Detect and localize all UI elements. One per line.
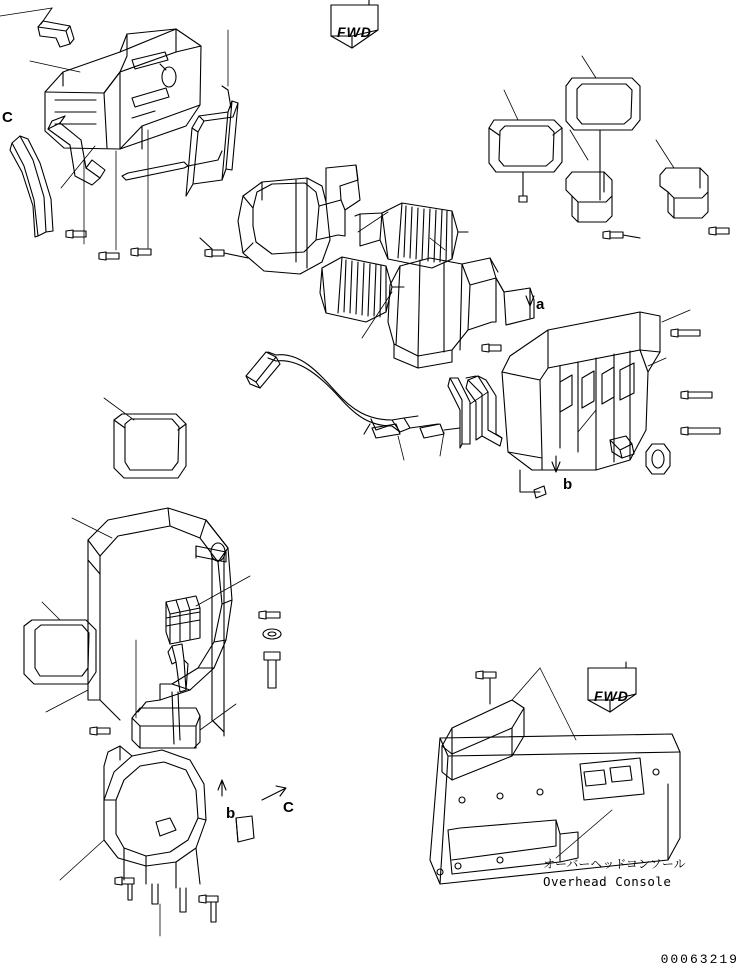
callout-a-center: a <box>536 296 545 313</box>
callout-b-center: b <box>563 476 573 493</box>
diagram-title-japanese: オーバーヘッドコンソール <box>543 857 686 871</box>
callout-c-lower: C <box>283 799 294 816</box>
fwd-arrow-label-bottom: FWD <box>594 688 629 704</box>
drawing-number: 00063219 <box>660 952 739 967</box>
callout-c-top-left: C <box>2 109 13 126</box>
callout-b-lower: b <box>226 805 236 822</box>
diagram-title-english: Overhead Console <box>543 874 672 889</box>
fwd-arrow-label-top: FWD <box>337 24 372 40</box>
